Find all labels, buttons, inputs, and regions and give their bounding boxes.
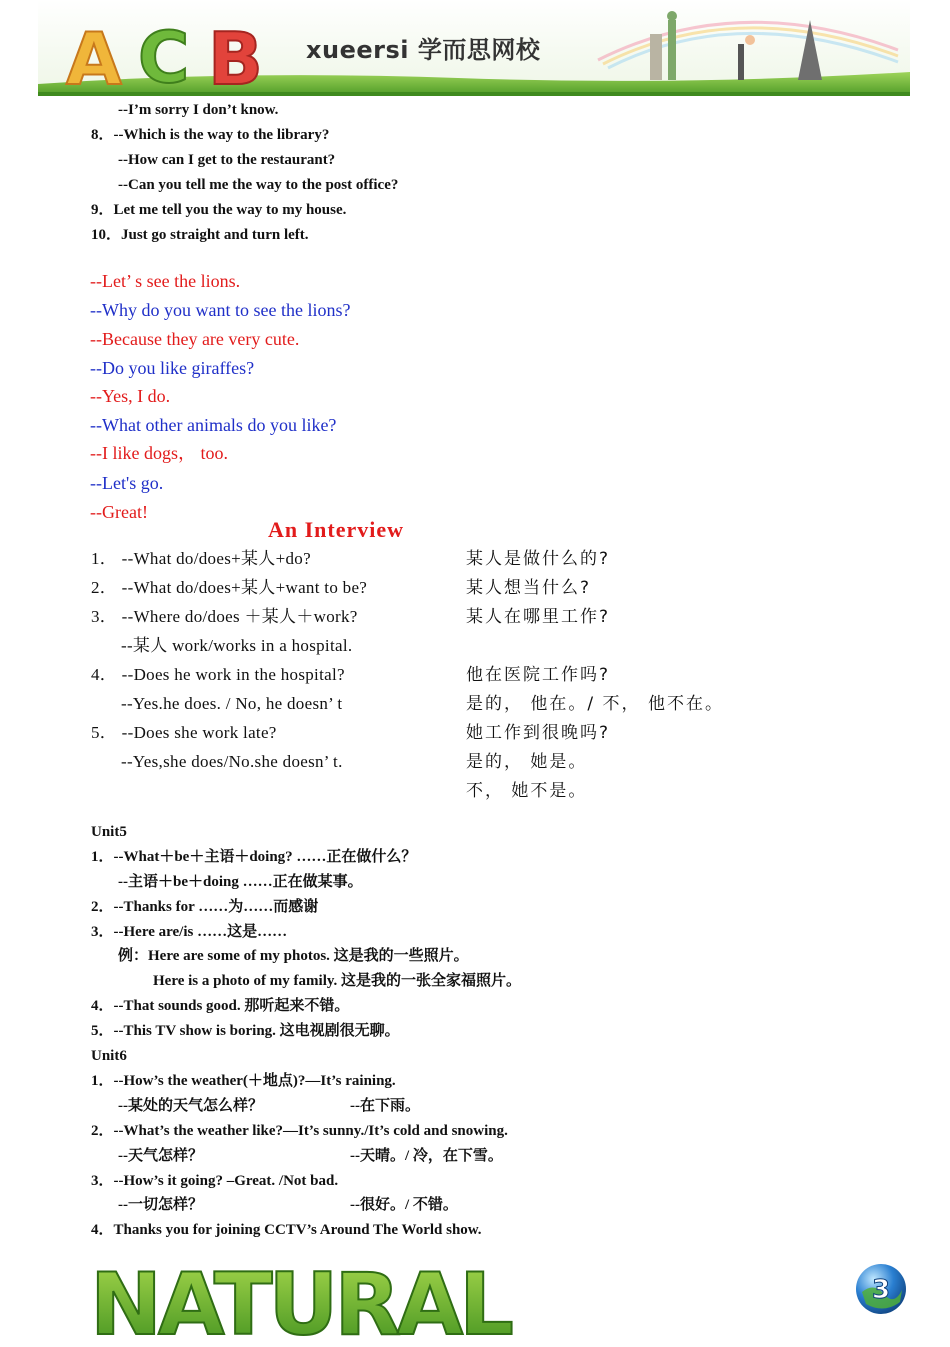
dialogue-line: --I like dogs， too. [90,443,228,463]
unit5-heading: Unit5 [91,824,127,840]
unit6-line: --很好。/ 不错。 [350,1197,458,1213]
unit5-line: 3．--Here are/is ……这是…… [91,924,288,940]
unit6-line: --天晴。/ 冷，在下雪。 [350,1148,503,1164]
unit6-line: --天气怎样？ [118,1148,203,1164]
text-line: --I’m sorry I don’t know. [118,102,279,118]
interview-translation: 他在医院工作吗? [466,665,611,685]
unit6-heading: Unit6 [91,1048,127,1064]
svg-text:A: A [66,17,122,101]
page-number: 3 [871,1275,891,1305]
text-line: 9．Let me tell you the way to my house. [91,202,347,218]
unit5-line: 例：Here are some of my photos. 这是我的一些照片。 [118,948,469,964]
unit5-line: --主语＋be＋doing ……正在做某事。 [118,874,363,890]
text-line: 8．--Which is the way to the library? [91,127,330,143]
interview-translation: 某人想当什么? [466,578,592,598]
interview-question: 3． --Where do/does ＋某人＋work? [91,607,358,626]
interview-translation: 某人是做什么的? [466,549,611,569]
unit6-line: 1．--How’s the weather(＋地点)?—It’s raining. [91,1073,396,1089]
svg-text:B: B [208,17,263,101]
dialogue-line: --Yes, I do. [90,386,171,406]
natural-logo [88,1250,510,1347]
unit6-line: --某处的天气怎么样？ [118,1098,263,1114]
interview-title: An Interview [268,517,405,542]
svg-text:C: C [138,17,190,99]
dialogue-line: --Because they are very cute. [90,329,300,349]
interview-translation: 是的， 他在。/ 不， 他不在。 [466,694,724,714]
unit6-line: --在下雨。 [350,1098,420,1114]
unit6-line: 4．Thanks you for joining CCTV’s Around The World show. [91,1222,482,1238]
natural-logo-text: NATURAL [90,1255,510,1347]
text-line: --How can I get to the restaurant? [118,152,336,168]
unit6-line: 2．--What’s the weather like?—It’s sunny./It’s cold and snowing. [91,1123,508,1139]
page-number-badge [854,1262,908,1321]
brand-name: xueersi 学而思网校 [306,36,541,64]
interview-translation: 某人在哪里工作? [466,607,611,627]
dialogue-line: --What other animals do you like? [90,415,337,435]
unit5-line: 5．--This TV show is boring. 这电视剧很无聊。 [91,1023,400,1039]
interview-translation: 不， 她不是。 [466,781,588,801]
dialogue-line: --Great! [90,502,148,522]
interview-question: 5． --Does she work late? [91,723,277,742]
unit5-line: Here is a photo of my family. 这是我的一张全家福照片。 [153,973,522,989]
interview-translation: 她工作到很晚吗? [466,723,611,743]
unit6-line: --一切怎样？ [118,1197,203,1213]
interview-question: 2． --What do/does+某人+want to be? [91,578,368,597]
interview-answer: --某人 work/works in a hospital. [121,636,353,655]
dialogue-line: --Let's go. [90,473,164,493]
dialogue-line: --Do you like giraffes? [90,358,255,378]
dialogue-line: --Let’ s see the lions. [90,271,241,291]
dialogue-line: --Why do you want to see the lions? [90,300,351,320]
unit6-line: 3．--How’s it going? –Great. /Not bad. [91,1173,339,1189]
interview-answer: --Yes,she does/No.she doesn’ t. [121,752,343,771]
unit5-line: 2．--Thanks for ……为……而感谢 [91,899,319,915]
page-header [38,0,910,101]
interview-translation: 是的， 她是。 [466,752,588,772]
interview-answer: --Yes.he does. / No, he doesn’ t [121,694,343,713]
interview-question: 1． --What do/does+某人+do? [91,549,311,568]
text-line: --Can you tell me the way to the post office? [118,177,399,193]
unit5-line: 4．--That sounds good. 那听起来不错。 [91,998,350,1014]
text-line: 10．Just go straight and turn left. [91,227,309,243]
interview-question: 4． --Does he work in the hospital? [91,665,345,684]
unit5-line: 1．--What＋be＋主语＋doing? ……正在做什么？ [91,849,417,865]
